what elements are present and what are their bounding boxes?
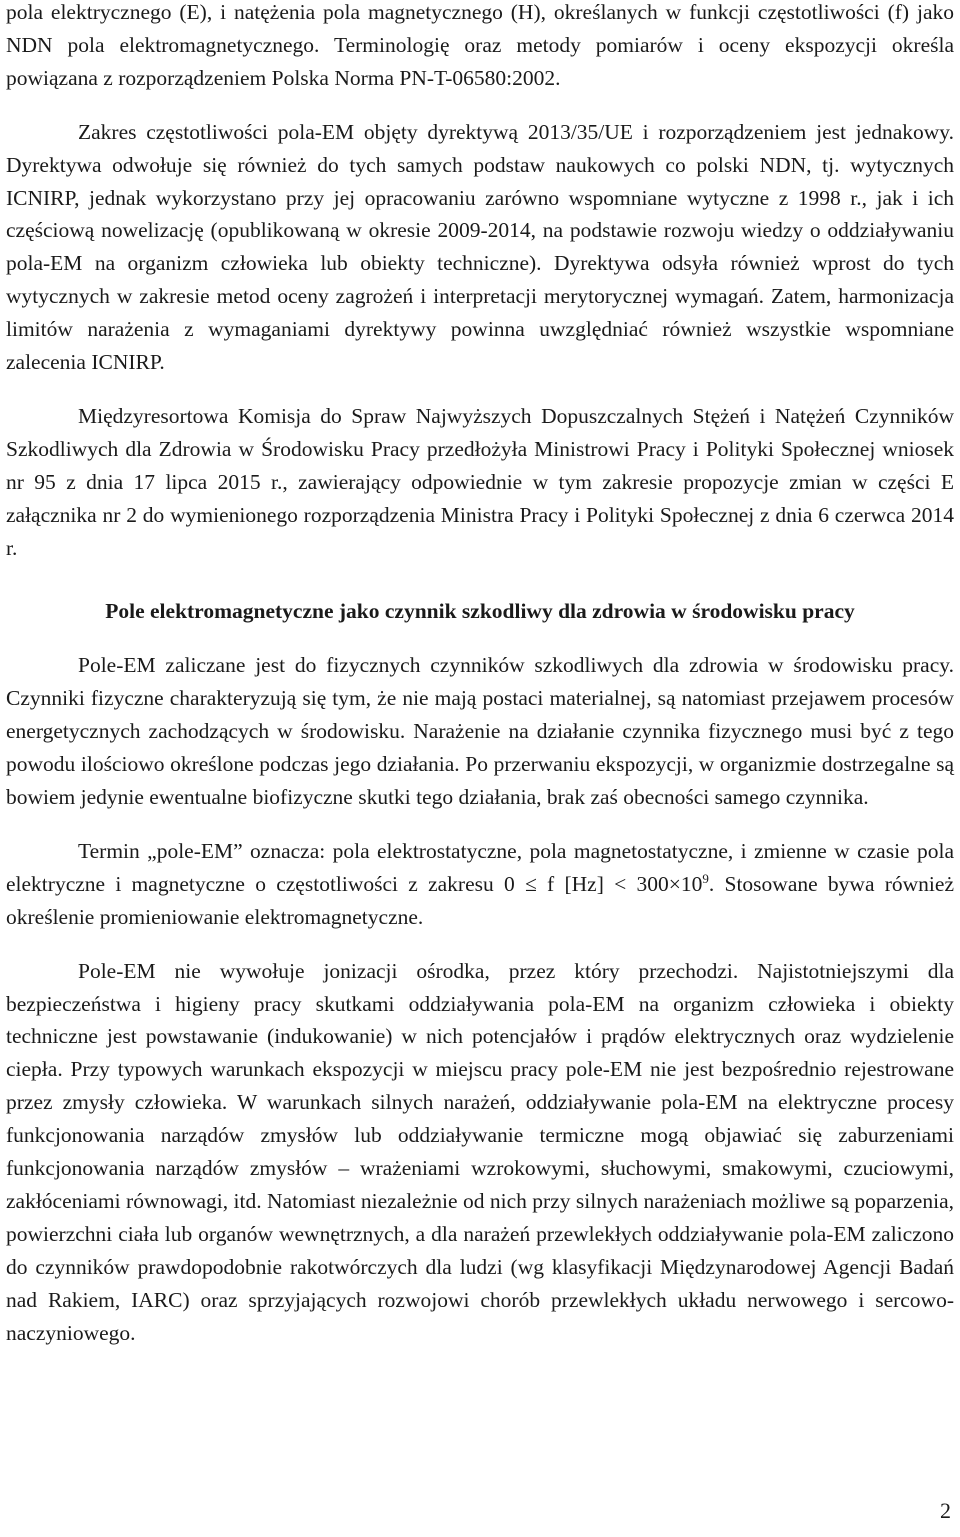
- exponent: 9: [702, 870, 709, 886]
- paragraph-physical-factors: Pole-EM zaliczane jest do fizycznych czynników szkodliwych dla zdrowia w środowisku pracy. Czynniki fizyczne charakteryzują się tym, że nie mają postaci materialnej, są natomiast przejawem procesów energetycznych zachodzących w środowisku. Narażenie na działanie czynnika fizycznego musi być z tego powodu ilościowo określone podczas jego działania. Po przerwaniu ekspozycji, w organizmie dostrzegalne są bowiem jedynie ewentualne biofizyczne skutki tego działania, brak zaś obecności samego czynnika.: [6, 653, 954, 810]
- paragraph-commission: Międzyresortowa Komisja do Spraw Najwyższych Dopuszczalnych Stężeń i Natężeń Czynników Szkodliwych dla Zdrowia w Środowisku Pracy przedłożyła Ministrowi Pracy i Polityki Społecznej wniosek nr 95 z dnia 17 lipca 2015 r., zawierający odpowiednie w tym zakresie propozycje zmian w części E załącznika nr 2 do wymienionego rozporządzenia Ministra Pracy i Polityki Społecznej z dnia 6 czerwca 2014 r.: [6, 403, 954, 560]
- section-heading: Pole elektromagnetyczne jako czynnik szkodliwy dla zdrowia w środowisku pracy: [105, 598, 855, 623]
- paragraph-directive-scope: Zakres częstotliwości pola-EM objęty dyrektywą 2013/35/UE i rozporządzeniem jest jednakowy. Dyrektywa odwołuje się również do tych samych podstaw naukowych co polski NDN, tj. wytycznych ICNIRP, jednak wykorzystano przy jej opracowaniu zarówno wspomniane wytyczne z 1998 r., jak i ich częściową nowelizację (opublikowaną w okresie 2009-2014, na podstawie rozwoju wiedzy o oddziaływaniu pola-EM na organizm człowieka lub obiekty techniczne). Dyrektywa odsyła również wprost do tych wytycznych w zakresie metod oceny zagrożeń i interpretacji merytorycznej wymagań. Zatem, harmonizacja limitów narażenia z wymaganiami dyrektywy powinna uwzględniać również wszystkie wspomniane zalecenia ICNIRP.: [6, 119, 954, 375]
- definition-text: Termin „pole-EM” oznacza: pola elektrostatyczne, pola magnetostatyczne, i zmienne w czasie pola elektryczne i magnetyczne o częstotliwości z zakresu 0 ≤ f [Hz] < 300×10: [6, 838, 954, 896]
- paragraph-continuation: pola elektrycznego (E), i natężenia pola magnetycznego (H), określanych w funkcji częstotliwości (f) jako NDN pola elektromagnetycznego. Terminologię oraz metody pomiarów i oceny ekspozycji określa powiązana z rozporządzeniem Polska Norma PN-T-06580:2002.: [6, 0, 954, 90]
- paragraph-definition: [6, 835, 954, 934]
- page-number: 2: [940, 1498, 951, 1523]
- definition-text-end: . Stosowane bywa również określenie promieniowanie elektromagnetyczne.: [6, 871, 954, 929]
- paragraph-effects: Pole-EM nie wywołuje jonizacji ośrodka, przez który przechodzi. Najistotniejszymi dla bezpieczeństwa i higieny pracy skutkami oddziaływania pola-EM na organizm człowieka i obiekty techniczne jest powstawanie (indukowanie) w nich potencjałów i prądów elektrycznych oraz wydzielenie ciepła. Przy typowych warunkach ekspozycji w miejscu pracy pole-EM nie jest bezpośrednio rejestrowane przez zmysły człowieka. W warunkach silnych narażeń, oddziaływanie pola-EM na elektryczne procesy funkcjonowania narządów zmysłów lub oddziaływanie termiczne mogą objawiać się zaburzeniami funkcjonowania narządów zmysłów – wrażeniami wzrokowymi, słuchowymi, smakowymi, czuciowymi, zakłóceniami równowagi, itd. Natomiast niezależnie od nich przy silnych narażeniach możliwe są poparzenia, powierzchni ciała lub organów wewnętrznych, a dla narażeń przewlekłych oddziaływanie pola-EM zaliczono do czynników prawdopodobnie rakotwórczych dla ludzi (wg klasyfikacji Międzynarodowej Agencji Badań nad Rakiem, IARC) oraz sprzyjających rozwojowi chorób przewlekłych układu nerwowego i sercowo-naczyniowego.: [6, 958, 954, 1345]
